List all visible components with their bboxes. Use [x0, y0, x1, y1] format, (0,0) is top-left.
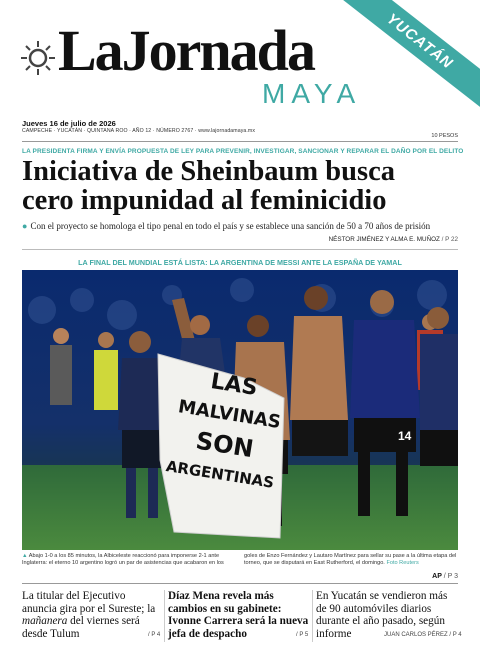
divider — [22, 141, 458, 142]
logo-subtitle: MAYA — [262, 78, 362, 109]
story-1-emphasis: mañanera — [22, 615, 68, 627]
lead-byline-authors: NÉSTOR JIMÉNEZ Y ALMA E. MUÑOZ — [328, 236, 440, 243]
logo-wordmark: LaJornada — [58, 18, 314, 83]
story-3-byline — [384, 632, 462, 638]
story-3-page-ref: / P 4 — [449, 632, 462, 638]
headline-line-2: cero impunidad al feminicidio — [22, 185, 387, 216]
story-2[interactable]: Díaz Mena revela más cambios en su gabinete: Ivonne Carrera será la nueva jefa de despacho — [168, 590, 309, 640]
divider — [22, 249, 458, 250]
caption-left-text: Abajo 1-0 a los 85 minutos, la Albiceleste reaccionó para imponerse 2-1 ante Inglaterra: el eterno 10 argentino logró un par de asistencias que acabaron en los — [22, 553, 224, 567]
photo-page-ref: / P 3 — [443, 573, 458, 580]
banner-text — [163, 362, 290, 498]
sun-logo-icon — [20, 40, 56, 76]
photo-kicker: LA FINAL DEL MUNDIAL ESTÁ LISTA: LA ARGENTINA DE MESSI ANTE LA ESPAÑA DE YAMAL — [78, 258, 402, 267]
photo-caption-left — [22, 553, 240, 567]
story-1-text-b: del viernes será desde Tulum — [22, 615, 140, 640]
lead-page-ref: / P 22 — [441, 236, 458, 243]
lead-kicker: LA PRESIDENTA FIRMA Y ENVÍA PROPUESTA DE LEY PARA PREVENIR, INVESTIGAR, SANCIONAR Y REPARAR EL DAÑO POR EL DELITO — [22, 148, 464, 155]
headline-line-1: Iniciativa de Sheinbaum busca — [22, 156, 395, 187]
caption-right-text: goles de Enzo Fernández y Lautaro Martínez para sellar su pase a la última etapa del torneo, que se disputará en East Rutherford, el domingo. — [244, 553, 457, 567]
banner-line-1: LAS — [208, 369, 260, 402]
bullet-icon: ● — [22, 221, 28, 231]
photo-source-label: AP — [432, 573, 442, 580]
lead-headline[interactable] — [22, 157, 462, 215]
svg-text:14: 14 — [398, 429, 412, 443]
story-2-page-ref: / P 5 — [296, 632, 309, 638]
lead-summary-text: Con el proyecto se homologa el tipo penal en todo el país y se establece una sanción de 50 a 70 años de prisión — [30, 221, 431, 231]
edition-label: YUCATÁN — [383, 9, 457, 73]
banner-line-3: SON — [193, 426, 256, 464]
story-1-text-a: La titular del Ejecutivo anuncia gira por el Sureste; la — [22, 590, 156, 615]
lead-photo[interactable] — [22, 270, 458, 550]
photo-credit: Foto Reuters — [386, 560, 419, 567]
column-divider — [164, 590, 165, 642]
issue-meta: CAMPECHE · YUCATÁN · QUINTANA ROO · AÑO 12 · NÚMERO 2767 · www.lajornadamaya.mx — [22, 128, 256, 134]
lead-byline — [329, 236, 458, 243]
masthead — [0, 0, 480, 118]
story-1-page-ref: / P 4 — [148, 632, 161, 638]
column-divider — [312, 590, 313, 642]
price: 10 PESOS — [431, 133, 458, 139]
banner-line-4: ARGENTINAS — [164, 457, 276, 492]
divider — [22, 583, 458, 584]
lead-summary — [22, 221, 462, 231]
story-1[interactable] — [22, 590, 162, 640]
photo-source — [432, 573, 458, 580]
story-3-author: JUAN CARLOS PÉREZ — [384, 632, 448, 638]
caption-triangle-icon: ▲ — [22, 553, 28, 559]
photo-caption-right — [244, 553, 458, 567]
story-3[interactable]: En Yucatán se vendieron más de 90 automóviles diarios durante el año pasado, según informe — [316, 590, 448, 640]
banner-line-2: MALVINAS — [176, 396, 283, 434]
issue-date: Jueves 16 de julio de 2026 — [22, 119, 116, 128]
